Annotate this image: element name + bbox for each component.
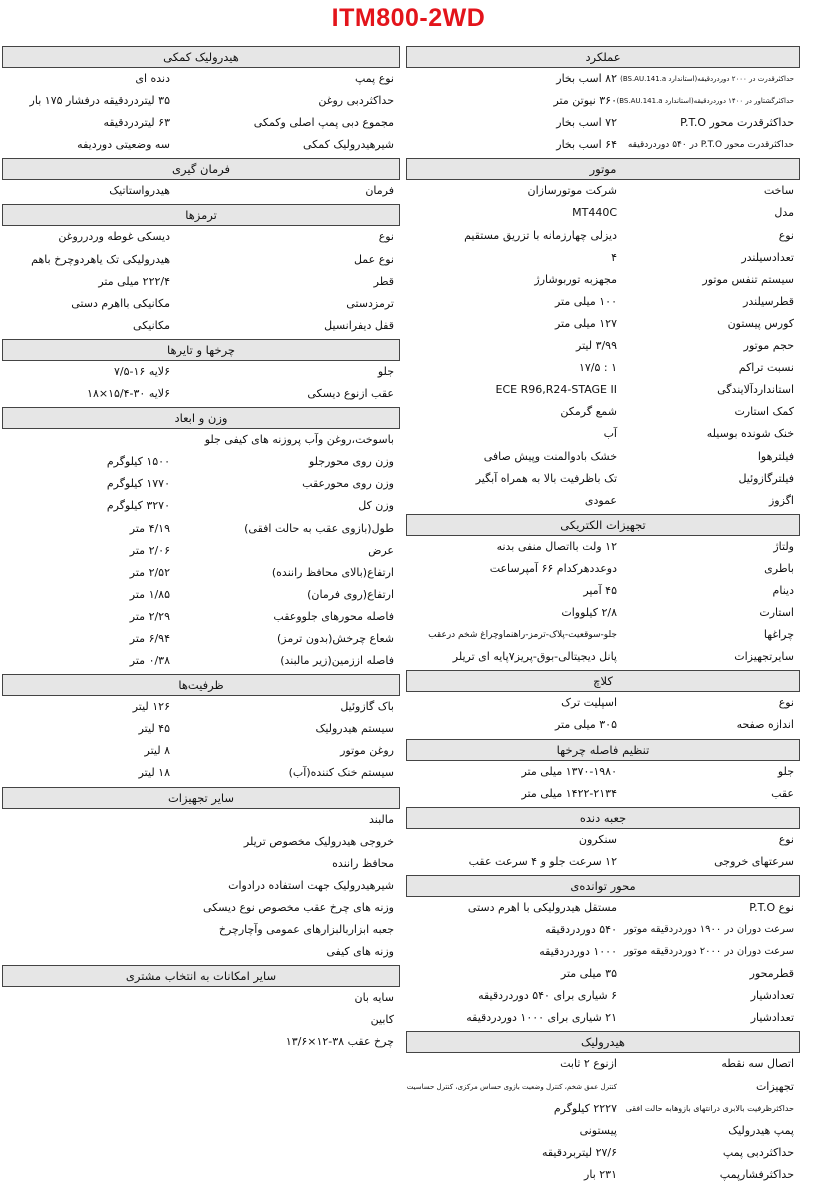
spec-row	[2, 361, 400, 383]
left-spec-column	[2, 44, 400, 1053]
spec-label: قطرمحور	[749, 967, 794, 981]
section-header: هیدرولیک کمکی	[2, 46, 400, 68]
spec-row	[2, 293, 400, 315]
spec-label: وزنه های چرخ عقب مخصوص نوع دیسکی	[202, 900, 394, 914]
section-header: تنظیم فاصله چرخها	[406, 739, 800, 761]
spec-label: وزنه های کیفی	[326, 945, 394, 959]
spec-value: هیدرواستاتیک	[109, 184, 170, 198]
spec-label: مالبند	[368, 812, 394, 826]
spec-row	[2, 875, 400, 897]
spec-row	[2, 584, 400, 606]
spec-row	[406, 646, 800, 668]
spec-label: حداکثرگشتاور در ۱۴۰۰ دوردردقیقه(استاندارد BS.AU.141.a)	[616, 97, 794, 106]
spec-row	[406, 90, 800, 112]
spec-label: کمک استارت	[734, 405, 794, 419]
spec-row	[2, 495, 400, 517]
spec-row	[2, 226, 400, 248]
spec-label: سیستم تنفس موتور	[702, 272, 794, 286]
spec-label: حجم موتور	[743, 339, 794, 353]
spec-value: ۱۸ لیتر	[138, 766, 170, 780]
section-header: کلاچ	[406, 670, 800, 692]
spec-row	[406, 134, 800, 156]
spec-value: ۱۵۰۰ کیلوگرم	[106, 455, 170, 469]
spec-value: ۱۳۷۰-۱۹۸۰ میلی متر	[521, 764, 617, 778]
spec-row	[406, 1007, 800, 1029]
spec-row	[2, 473, 400, 495]
spec-row	[2, 718, 400, 740]
spec-row	[406, 357, 800, 379]
spec-label: استانداردآلایندگی	[717, 383, 794, 397]
spec-row	[2, 628, 400, 650]
spec-label: سرعت دوران در ۱۹۰۰ دوردردقیقه موتور	[624, 924, 794, 935]
spec-row	[406, 1120, 800, 1142]
spec-label: تعدادسیلندر	[741, 250, 794, 264]
spec-value: ۲/۵۲ متر	[129, 565, 170, 579]
spec-value: ۱ : ۱۷/۵	[578, 361, 617, 375]
spec-value: ۱/۸۵ متر	[129, 587, 170, 601]
spec-label: سرعتهای خروجی	[714, 854, 794, 868]
spec-label: روغن موتور	[340, 744, 394, 758]
spec-row	[406, 624, 800, 646]
spec-row	[2, 90, 400, 112]
spec-row	[406, 919, 800, 941]
spec-label: عرض	[368, 543, 394, 557]
spec-value: ۲/۲۹ متر	[129, 609, 170, 623]
spec-label: حداکثردبی روغن	[318, 94, 394, 108]
spec-label: ترمزدستی	[346, 296, 394, 310]
spec-label: سایرتجهیزات	[734, 650, 794, 664]
spec-label: مدل	[774, 206, 794, 220]
spec-value: ۳۵ لیتردردقیقه درفشار ۱۷۵ بار	[29, 94, 170, 108]
spec-label: چرخ عقب ۳۸-۱۲×۱۳/۶	[285, 1035, 394, 1049]
spec-value: ۱۲۷ میلی متر	[554, 316, 617, 330]
spec-label: طول(بازوی عقب به حالت افقی)	[244, 521, 394, 535]
spec-label: نوع پمپ	[354, 72, 394, 85]
spec-value: ۷۲ اسب بخار	[556, 116, 617, 130]
spec-row	[406, 714, 800, 736]
spec-row	[406, 291, 800, 313]
spec-value: دیسکی غوطه وردرروغن	[58, 230, 170, 244]
spec-label: خروجی هیدرولیک مخصوص تریلر	[243, 834, 394, 848]
spec-label: جعبه ابزاربالبزارهای عمومی وآچارچرخ	[218, 923, 394, 936]
spec-row	[2, 650, 400, 672]
section-header: موتور	[406, 158, 800, 180]
spec-label: سرعت دوران در ۲۰۰۰ دوردردقیقه موتور	[624, 946, 794, 958]
spec-label: حداکثرفشارپمپ	[719, 1167, 794, 1181]
spec-value: ۱۷۷۰ کیلوگرم	[106, 477, 170, 491]
spec-row	[406, 851, 800, 873]
spec-value: ۶۴ اسب بخار	[556, 138, 617, 152]
spec-value: ۴۵ آمپر	[583, 583, 617, 597]
spec-row	[2, 831, 400, 853]
spec-label: فیلترگازوئیل	[738, 471, 794, 485]
spec-row	[2, 271, 400, 293]
spec-value: ۳۰۵ میلی متر	[554, 718, 617, 732]
section-header: سایر تجهیزات	[2, 787, 400, 809]
spec-row	[406, 536, 800, 558]
spec-value: دنده ای	[135, 72, 170, 85]
spec-value: ۱۲۶ لیتر	[132, 700, 170, 714]
section-header: وزن و ابعاد	[2, 407, 400, 429]
spec-label: نوع	[778, 832, 794, 846]
spec-value: دیزلی چهارزمانه با تزریق مستقیم	[464, 228, 617, 242]
spec-value: ۳۵ میلی متر	[560, 967, 617, 981]
spec-label: حداکثرقدرت محور P.T.O	[680, 116, 794, 130]
spec-label: کورس پیستون	[727, 316, 794, 330]
spec-label: جلو	[777, 764, 794, 778]
spec-value: تک باظرفیت بالا به همراه آبگیر	[475, 471, 617, 485]
spec-value: پیستونی	[579, 1123, 617, 1137]
spec-value: ۴/۱۹ متر	[129, 521, 170, 535]
spec-row	[2, 987, 400, 1009]
spec-value: ۲۲۲۷ کیلوگرم	[553, 1101, 617, 1115]
spec-value: ۳۲۷۰ کیلوگرم	[106, 499, 170, 513]
spec-value: ۱۲ سرعت جلو و ۴ سرعت عقب	[468, 854, 617, 868]
spec-value: ۲۱ شیاری برای ۱۰۰۰ دوردردقیقه	[466, 1011, 617, 1025]
spec-value: ۱۴۲۲-۲۱۳۴ میلی متر	[521, 786, 617, 800]
spec-row	[406, 1076, 800, 1098]
spec-row	[2, 518, 400, 540]
spec-value: ECE R96,R24-STAGE II	[495, 383, 617, 397]
spec-label: شیرهیدرولیک کمکی	[303, 138, 394, 152]
spec-value: ۵۴۰ دوردردقیقه	[545, 923, 617, 936]
spec-row	[2, 249, 400, 271]
spec-row	[406, 761, 800, 783]
spec-row	[406, 423, 800, 445]
spec-label: نوع	[378, 230, 394, 244]
spec-label: فرمان	[365, 184, 394, 198]
spec-row	[406, 1164, 800, 1186]
section-header: تجهیزات الکتریکی	[406, 514, 800, 536]
section-header: محور توانده‌ی	[406, 875, 800, 897]
spec-row	[2, 740, 400, 762]
spec-value: هیدرولیکی تک یاهردوچرخ باهم	[31, 252, 170, 266]
spec-label: حداکثرقدرت محور P.T.O در ۵۴۰ دوردردقیقه	[627, 140, 794, 151]
spec-label: حداکثرظرفیت بالابری درانتهای بازوهابه حالت افقی	[625, 1103, 794, 1113]
spec-value: ۲۲۲/۴ میلی متر	[98, 274, 170, 288]
spec-row	[406, 401, 800, 423]
spec-row	[2, 112, 400, 134]
spec-label: نوع	[778, 696, 794, 710]
spec-label: باک گازوئیل	[340, 700, 394, 714]
spec-value: مکانیکی	[133, 318, 170, 332]
spec-label: حداکثردبی پمپ	[722, 1145, 794, 1159]
spec-row	[406, 829, 800, 851]
spec-value: ۱۰۰ میلی متر	[554, 294, 617, 308]
spec-label: محافظ راننده	[332, 856, 394, 870]
spec-label: وزن روی محورجلو	[308, 455, 394, 469]
spec-row	[406, 985, 800, 1007]
spec-label: پمپ هیدرولیک	[728, 1123, 794, 1137]
spec-label: فاصله محورهای جلووعقب	[273, 609, 394, 623]
spec-row	[2, 315, 400, 337]
spec-label: سایه بان	[354, 991, 394, 1005]
spec-row	[406, 1098, 800, 1120]
spec-label: قطرسیلندر	[743, 294, 794, 308]
page-title: ITM800-2WD	[331, 4, 486, 32]
spec-label: اگزوز	[769, 493, 794, 507]
spec-value: ۶لایه ۱۶-۷/۵	[114, 364, 170, 378]
spec-row	[406, 692, 800, 714]
section-header: جعبه دنده	[406, 807, 800, 829]
spec-label: عقب	[771, 786, 794, 800]
spec-value: MT440C	[572, 206, 617, 220]
spec-row	[2, 134, 400, 156]
spec-value: ۶/۹۴ متر	[129, 631, 170, 645]
spec-row	[406, 1142, 800, 1164]
spec-label: حداکثرقدرت در ۲۰۰۰ دوردردقیقه(استاندارد BS.AU.141.a)	[620, 75, 794, 83]
spec-label: ارتفاع(بالای محافظ راننده)	[271, 565, 394, 579]
spec-row	[406, 247, 800, 269]
spec-label: فاصله اززمین(زیر مالبند)	[280, 654, 394, 668]
section-header: ظرفیت‌ها	[2, 674, 400, 696]
spec-label: ارتفاع(روی فرمان)	[307, 587, 394, 601]
spec-row	[406, 269, 800, 291]
spec-label: وزن روی محورعقب	[302, 477, 394, 491]
spec-row	[2, 562, 400, 584]
spec-label: شعاع چرخش(بدون ترمز)	[276, 631, 394, 645]
spec-row	[406, 313, 800, 335]
spec-value: ۸۲ اسب بخار	[556, 72, 617, 85]
spec-value: پانل دیجیتالی-بوق-پریز۷پایه ای تریلر	[452, 650, 617, 664]
spec-value: ۲/۸ کیلووات	[561, 606, 617, 620]
spec-value: سه وضعیتی دوردیفه	[77, 138, 170, 152]
spec-label: فیلترهوا	[757, 449, 794, 463]
section-header: سایر امکانات به انتخاب مشتری	[2, 965, 400, 987]
spec-label: باطری	[764, 561, 794, 575]
section-header: فرمان گیری	[2, 158, 400, 180]
spec-row	[2, 897, 400, 919]
spec-label: عقب ازنوع دیسکی	[307, 387, 394, 401]
spec-value: خشک بادوالمنت وپیش صافی	[483, 449, 617, 463]
spec-row	[2, 429, 400, 451]
spec-value: ۴	[611, 250, 617, 264]
section-header: هیدرولیک	[406, 1031, 800, 1053]
spec-label: تعدادشیار	[750, 989, 794, 1003]
spec-value: ۲۳۱ بار	[584, 1167, 617, 1181]
spec-label: سیستم هیدرولیک	[315, 722, 394, 736]
spec-value: ۶لایه ۳۰-۱۵/۴×۱۸	[87, 387, 170, 401]
spec-row	[2, 451, 400, 473]
spec-label: دینام	[772, 583, 794, 597]
spec-label: شیرهیدرولیک جهت استفاده درادوات	[228, 878, 394, 892]
spec-value: سنکرون	[578, 832, 617, 846]
spec-row	[2, 180, 400, 202]
spec-label: مجموع دبی پمپ اصلی وکمکی	[253, 116, 394, 130]
spec-value: عمودی	[584, 493, 617, 507]
spec-label: نسبت تراکم	[738, 361, 794, 375]
spec-row	[406, 602, 800, 624]
spec-label: اتصال سه نقطه	[721, 1057, 794, 1071]
spec-label: وزن کل	[358, 499, 394, 513]
spec-row	[406, 963, 800, 985]
spec-row	[406, 112, 800, 134]
spec-row	[2, 941, 400, 963]
spec-row	[406, 580, 800, 602]
spec-label: تجهیزات	[755, 1079, 794, 1093]
spec-value: ۱۲ ولت بااتصال منفی بدنه	[496, 539, 617, 553]
spec-row	[2, 606, 400, 628]
spec-row	[406, 446, 800, 468]
spec-value: ۸ لیتر	[144, 744, 170, 758]
spec-value: شمع گرمکن	[560, 405, 617, 419]
spec-row	[406, 379, 800, 401]
spec-label: ولتاژ	[773, 539, 794, 553]
spec-row	[2, 762, 400, 784]
spec-label: قطر	[373, 274, 394, 288]
spec-value: دوعددهرکدام ۶۶ آمپرساعت	[489, 561, 617, 575]
spec-value: آب	[603, 427, 617, 441]
spec-value: ۲/۰۶ متر	[129, 543, 170, 557]
spec-row	[406, 941, 800, 963]
spec-label: کابین	[370, 1013, 394, 1027]
spec-row	[406, 897, 800, 919]
spec-value: ۲۷/۶ لیتربردقیقه	[541, 1145, 617, 1159]
spec-value: ازنوع ۲ ثابت	[560, 1057, 617, 1071]
spec-row	[2, 696, 400, 718]
spec-value: مجهزبه توربوشارژ	[534, 272, 617, 286]
spec-row	[406, 558, 800, 580]
spec-value: مستقل هیدرولیکی با اهرم دستی	[467, 900, 617, 914]
spec-row	[406, 783, 800, 805]
section-header: چرخها و تایرها	[2, 339, 400, 361]
spec-row	[2, 919, 400, 941]
spec-value: ۱۰۰۰ دوردردقیقه	[539, 945, 617, 959]
spec-label: چراغها	[763, 628, 794, 642]
spec-label: جلو	[377, 364, 394, 378]
spec-label: نوع P.T.O	[749, 900, 794, 914]
spec-row	[2, 1009, 400, 1031]
spec-row	[406, 335, 800, 357]
spec-row	[406, 180, 800, 202]
spec-value: ۴۵ لیتر	[138, 722, 170, 736]
spec-row	[406, 202, 800, 224]
section-header: ترمزها	[2, 204, 400, 226]
spec-label: نوع	[778, 228, 794, 242]
spec-value: مکانیکی بااهرم دستی	[71, 296, 170, 310]
spec-row	[2, 809, 400, 831]
spec-label: تعدادشیار	[750, 1011, 794, 1025]
spec-value: ۰/۳۸ متر	[129, 654, 170, 668]
spec-value: ۳/۹۹ لیتر	[576, 339, 617, 353]
spec-row	[406, 490, 800, 512]
spec-row	[406, 468, 800, 490]
spec-row	[2, 540, 400, 562]
spec-value: ۳۶۰ نیوتن متر	[553, 94, 617, 108]
spec-row	[2, 1031, 400, 1053]
spec-value: کنترل عمق شخم، کنترل وضعیت بازوی حساس مرکزی، کنترل حساسیت	[406, 1082, 617, 1091]
section-header: عملکرد	[406, 46, 800, 68]
spec-row	[406, 1053, 800, 1075]
spec-row	[2, 853, 400, 875]
spec-row	[2, 383, 400, 405]
right-spec-column	[406, 44, 800, 1186]
spec-label: باسوخت،روغن وآب پروزنه های کیفی جلو	[204, 433, 394, 447]
spec-label: خنک شونده بوسیله	[706, 427, 794, 441]
spec-value: ۶ شیاری برای ۵۴۰ دوردردقیقه	[478, 989, 617, 1003]
spec-value: جلو-سوقعیت-پلاک-ترمز-راهنماوچراغ شخم درعقب	[428, 630, 617, 641]
spec-value: اسپلیت ترک	[561, 696, 617, 710]
spec-label: استارت	[759, 606, 794, 620]
spec-label: ساخت	[763, 184, 794, 198]
spec-row	[2, 68, 400, 90]
spec-label: نوع عمل	[353, 252, 394, 266]
spec-value: شرکت موتورسازان	[527, 184, 617, 198]
spec-row	[406, 225, 800, 247]
spec-label: سیستم خنک کننده(آب)	[288, 766, 394, 780]
spec-row	[406, 68, 800, 90]
spec-label: قفل دیفرانسیل	[324, 318, 394, 332]
spec-label: اندازه صفحه	[736, 718, 794, 732]
spec-value: ۶۳ لیتردردقیقه	[103, 116, 170, 130]
